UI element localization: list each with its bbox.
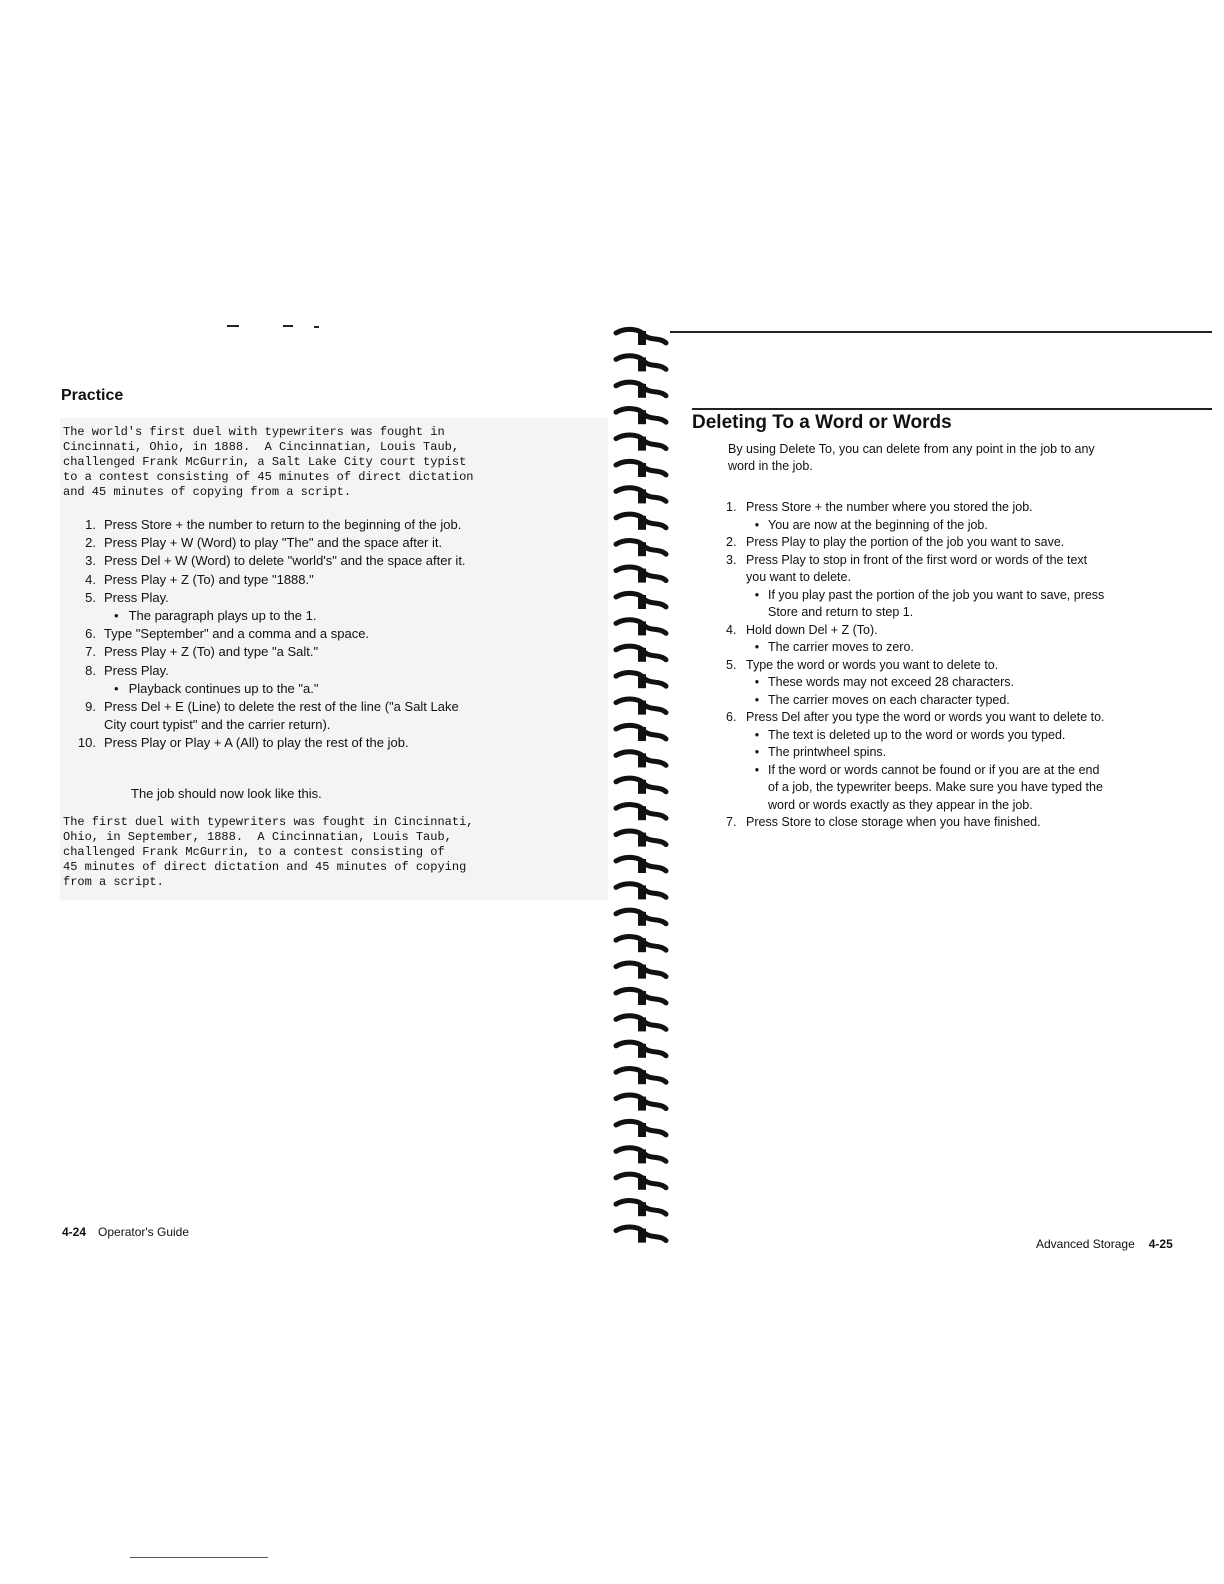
step: 5. Type the word or words you want to delete to. bbox=[726, 657, 999, 672]
sample-line: from a script. bbox=[63, 875, 164, 889]
intro-line: By using Delete To, you can delete from any point in the job to any bbox=[728, 442, 1095, 456]
binding-hole bbox=[638, 674, 646, 688]
deleting-heading: Deleting To a Word or Words bbox=[692, 412, 952, 433]
sample-line: and 45 minutes of copying from a script. bbox=[63, 485, 352, 499]
binding-hole bbox=[638, 938, 646, 952]
step-continuation: of a job, the typewriter beeps. Make sure you have typed the bbox=[768, 780, 1103, 794]
sample-line: challenged Frank McGurrin, a Salt Lake City court typist bbox=[63, 455, 467, 469]
footer-title: Advanced Storage bbox=[1036, 1237, 1135, 1251]
step: 2. Press Play + W (Word) to play "The" and the space after it. bbox=[85, 535, 443, 551]
bullet: • bbox=[754, 727, 760, 742]
sample-line: to a contest consisting of 45 minutes of direct dictation bbox=[63, 470, 474, 484]
step-continuation: word or words exactly as they appear in the job. bbox=[768, 797, 1033, 812]
sample-line: challenged Frank McGurrin, to a contest consisting of bbox=[63, 845, 445, 859]
top-dash bbox=[314, 326, 319, 328]
bullet: • bbox=[754, 762, 760, 777]
intro-paragraph bbox=[728, 441, 1198, 475]
step-continuation: City court typist" and the carrier return). bbox=[104, 717, 331, 733]
sample-before bbox=[63, 425, 473, 500]
heading-rule bbox=[692, 408, 1212, 410]
step-continuation: you want to delete. bbox=[746, 570, 851, 584]
practice-heading: Practice bbox=[61, 387, 124, 404]
bullet: • bbox=[754, 640, 760, 654]
binding-hole bbox=[638, 1176, 646, 1190]
binding-hole bbox=[638, 1097, 646, 1111]
step: 10. Press Play or Play + A (All) to play the rest of the job. bbox=[77, 735, 409, 751]
sample-line: 45 minutes of direct dictation and 45 minutes of copying bbox=[63, 860, 467, 874]
bullet: • bbox=[114, 607, 119, 623]
binding-hole bbox=[638, 753, 646, 767]
bullet: • bbox=[754, 675, 760, 689]
binding-hole bbox=[638, 331, 646, 345]
practice-steps bbox=[72, 517, 466, 753]
binding-hole bbox=[638, 727, 646, 741]
binding-hole bbox=[638, 542, 646, 556]
binding-hole bbox=[638, 991, 646, 1005]
page-number: 4-25 bbox=[1148, 1237, 1173, 1251]
step: 8. Press Play. bbox=[85, 662, 169, 678]
footer-title: Operator's Guide bbox=[98, 1225, 190, 1239]
binding-hole bbox=[638, 516, 646, 530]
step: 4. Hold down Del + Z (To). bbox=[726, 622, 878, 637]
binding-hole bbox=[638, 1070, 646, 1084]
binding-hole bbox=[638, 780, 646, 794]
step-bullet: • Playback continues up to the "a." bbox=[114, 680, 319, 696]
spiral-binding bbox=[612, 325, 674, 1255]
step: 5. Press Play. bbox=[85, 589, 169, 605]
binding-hole bbox=[638, 384, 646, 398]
binding-hole bbox=[638, 357, 646, 371]
step-bullet: • The text is deleted up to the word or words you typed. bbox=[726, 727, 1105, 745]
sample-line: The world's first duel with typewriters was fought in bbox=[63, 425, 445, 439]
binding-hole bbox=[638, 1229, 646, 1243]
right-footer bbox=[1036, 1237, 1173, 1251]
sample-line: Ohio, in September, 1888. A Cincinnatian, Louis Taub, bbox=[63, 830, 452, 844]
top-dash bbox=[283, 325, 293, 327]
binding-hole bbox=[638, 701, 646, 715]
step: 9. Press Del + E (Line) to delete the rest of the line ("a Salt Lake bbox=[85, 698, 459, 714]
binding-hole bbox=[638, 621, 646, 635]
step-bullet: • If the word or words cannot be found or if you are at the end bbox=[726, 762, 1105, 780]
binding-hole bbox=[638, 648, 646, 662]
sample-line: Cincinnati, Ohio, in 1888. A Cincinnatian, Louis Taub, bbox=[63, 440, 460, 454]
left-footer bbox=[62, 1225, 189, 1239]
binding-hole bbox=[638, 806, 646, 820]
bullet: • bbox=[114, 680, 119, 696]
sample-after bbox=[63, 815, 473, 890]
step-bullet: • These words may not exceed 28 characters. bbox=[726, 674, 1105, 692]
binding-hole bbox=[638, 859, 646, 873]
step: 3. Press Play to stop in front of the first word or words of the text bbox=[726, 552, 1088, 567]
step: 4. Press Play + Z (To) and type "1888." bbox=[85, 571, 314, 587]
page-number: 4-24 bbox=[62, 1225, 87, 1239]
deleting-steps bbox=[726, 499, 1105, 832]
binding-hole bbox=[638, 1123, 646, 1137]
binding-hole bbox=[638, 885, 646, 899]
binding-hole bbox=[638, 1017, 646, 1031]
binding-hole bbox=[638, 1044, 646, 1058]
bullet: • bbox=[754, 517, 760, 532]
binding-hole bbox=[638, 410, 646, 424]
top-rule bbox=[670, 331, 1212, 333]
top-dash bbox=[227, 325, 239, 327]
binding-hole bbox=[638, 965, 646, 979]
bullet: • bbox=[754, 587, 760, 602]
step: 7. Press Store to close storage when you have finished. bbox=[726, 815, 1041, 829]
binding-hole bbox=[638, 569, 646, 583]
step-bullet: • The paragraph plays up to the 1. bbox=[114, 607, 317, 623]
binding-hole bbox=[638, 1202, 646, 1216]
binding-hole bbox=[638, 595, 646, 609]
step-bullet: • The printwheel spins. bbox=[726, 744, 1105, 762]
binding-hole bbox=[638, 463, 646, 477]
step-bullet: • You are now at the beginning of the job. bbox=[726, 517, 1105, 535]
step-bullet: • If you play past the portion of the job you want to save, press bbox=[726, 587, 1105, 605]
sample-line: The first duel with typewriters was fought in Cincinnati, bbox=[63, 815, 474, 829]
step: 1. Press Store + the number where you stored the job. bbox=[726, 500, 1033, 514]
step-bullet: • The carrier moves on each character typed. bbox=[726, 692, 1105, 710]
bullet: • bbox=[754, 745, 760, 759]
binding-hole bbox=[638, 912, 646, 926]
step: 2. Press Play to play the portion of the job you want to save. bbox=[726, 535, 1065, 549]
step: 6. Press Del after you type the word or words you want to delete to. bbox=[726, 710, 1105, 724]
binding-hole bbox=[638, 489, 646, 503]
result-caption: The job should now look like this. bbox=[131, 786, 322, 801]
binding-hole bbox=[638, 1149, 646, 1163]
step: 7. Press Play + Z (To) and type "a Salt." bbox=[85, 644, 319, 660]
step-bullet: • The carrier moves to zero. bbox=[726, 639, 1105, 657]
step: 1. Press Store + the number to return to the beginning of the job. bbox=[85, 517, 462, 532]
binding-hole bbox=[638, 437, 646, 451]
intro-line: word in the job. bbox=[728, 459, 813, 473]
step-continuation: Store and return to step 1. bbox=[768, 605, 914, 619]
bottom-underline bbox=[130, 1557, 268, 1558]
step: 3. Press Del + W (Word) to delete "world's" and the space after it. bbox=[85, 553, 466, 569]
bullet: • bbox=[754, 692, 760, 707]
binding-hole bbox=[638, 833, 646, 847]
step: 6. Type "September" and a comma and a space. bbox=[85, 626, 370, 642]
